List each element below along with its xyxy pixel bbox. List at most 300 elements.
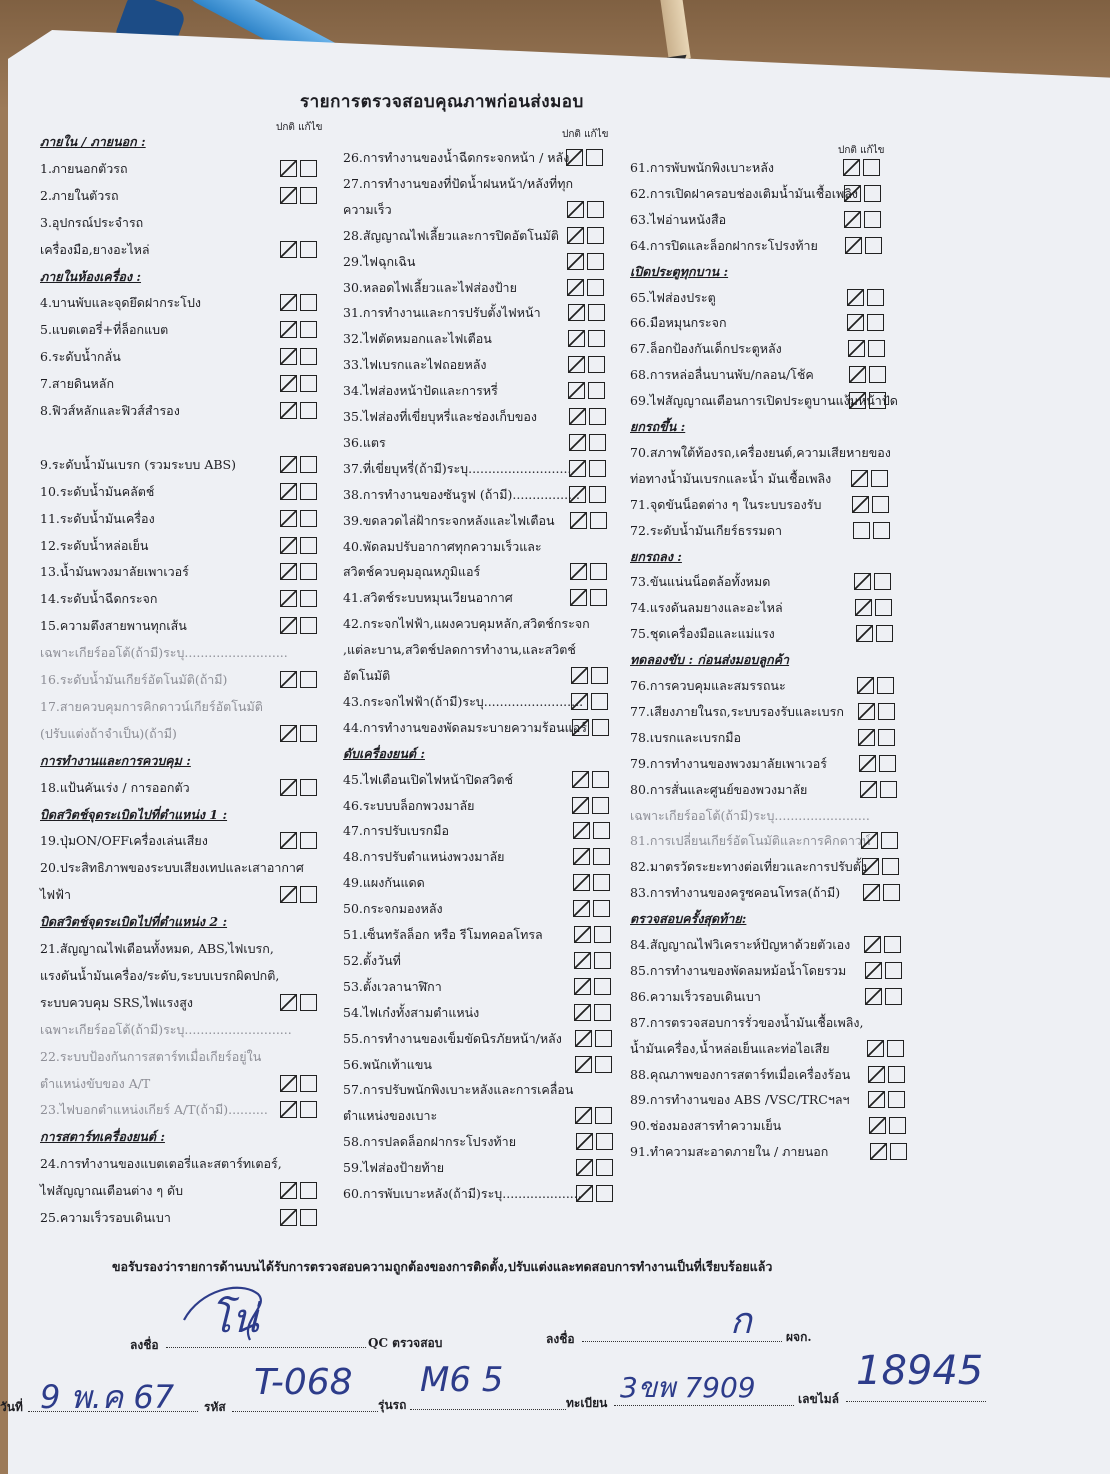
checkbox-normal[interactable]: [280, 725, 297, 742]
checkbox-normal[interactable]: [847, 314, 864, 331]
checkbox-normal[interactable]: [848, 340, 865, 357]
checkbox-fixed[interactable]: [873, 522, 890, 539]
checkbox-fixed[interactable]: [883, 884, 900, 901]
checkbox-normal[interactable]: [853, 522, 870, 539]
checkbox-fixed[interactable]: [300, 537, 317, 554]
checkbox-normal[interactable]: [568, 330, 585, 347]
checklist-item-label: 91.ทำความสะอาดภายใน / ภายนอก: [630, 1144, 829, 1160]
checkbox-normal[interactable]: [280, 994, 297, 1011]
checkbox-normal[interactable]: [849, 366, 866, 383]
checkbox-fixed[interactable]: [595, 1030, 612, 1047]
checkbox-normal[interactable]: [280, 241, 297, 258]
checklist-item-label: 81.การเปลี่ยนเกียร์อัตโนมัติและการคิกดาวน์: [630, 833, 871, 849]
checklist-item-label: 52.ตั้งวันที่: [343, 952, 401, 968]
checklist-item-label: 87.การตรวจสอบการรั่วของน้ำมันเชื้อเพลิง,: [630, 1014, 864, 1030]
checklist-item-label: 30.หลอดไฟเลี้ยวและไฟส่องป้าย: [343, 279, 517, 295]
checkbox-fixed[interactable]: [589, 408, 606, 425]
checkbox-normal[interactable]: [568, 356, 585, 373]
checkbox-fixed[interactable]: [871, 470, 888, 487]
checkbox-normal[interactable]: [575, 1030, 592, 1047]
section-heading: ยกรถขึ้น :: [630, 419, 686, 434]
checkbox-normal[interactable]: [571, 693, 588, 710]
checkbox-fixed[interactable]: [887, 1040, 904, 1057]
checkbox-normal[interactable]: [280, 537, 297, 554]
checklist-item-label: 17.สายควบคุมการคิกดาวน์เกียร์อัตโนมัติ: [40, 698, 263, 714]
checkbox-fixed[interactable]: [300, 483, 317, 500]
checklist-item-label: 70.สภาพใต้ท้องรถ,เครื่องยนต์,ความเสียหายของ: [630, 444, 891, 460]
checkbox-normal[interactable]: [576, 1185, 593, 1202]
checklist-item-label: 55.การทำงานของเข็มขัดนิรภัยหน้า/หลัง: [343, 1030, 562, 1046]
checkbox-normal[interactable]: [858, 703, 875, 720]
checklist-item-label: 32.ไฟตัดหมอกและไฟเตือน: [343, 331, 492, 347]
checkbox-fixed[interactable]: [588, 304, 605, 321]
checkbox-normal[interactable]: [861, 832, 878, 849]
checkbox-normal[interactable]: [569, 408, 586, 425]
model-line: [410, 1408, 566, 1410]
checkbox-normal[interactable]: [569, 460, 586, 477]
section-heading: การทำงานและการควบคุม :: [40, 752, 191, 768]
checkbox-normal[interactable]: [280, 294, 297, 311]
checklist-item-label: 7.สายดินหลัก: [40, 376, 115, 392]
checklist-item-label: 31.การทำงานและการปรับตั้งไฟหน้า: [343, 305, 541, 321]
checkbox-normal[interactable]: [568, 304, 585, 321]
checkbox-normal[interactable]: [849, 392, 866, 409]
checkbox-fixed[interactable]: [591, 693, 608, 710]
checklist-item-label: 11.ระดับน้ำมันเครื่อง: [40, 510, 155, 526]
checklist-item-label: 53.ตั้งเวลานาฬิกา: [343, 978, 442, 994]
checkbox-fixed[interactable]: [889, 1117, 906, 1134]
checklist-item-label: 69.ไฟสัญญาณเตือนการเปิดประตูบานแง้มหน้าปัด: [630, 393, 898, 409]
checklist-item-label: 36.แตร: [343, 434, 386, 450]
checkbox-fixed[interactable]: [867, 314, 884, 331]
checklist-item-label: น้ำมันเครื่อง,น้ำหล่อเย็นและท่อไอเสีย: [630, 1040, 830, 1056]
checklist-item-label: 62.การเปิดฝาครอบช่องเติมน้ำมันเชื้อเพลิง: [630, 185, 858, 201]
checkbox-normal[interactable]: [856, 625, 873, 642]
code-label: รหัส: [204, 1400, 226, 1414]
checkbox-normal[interactable]: [570, 512, 587, 529]
checkbox-fixed[interactable]: [594, 1004, 611, 1021]
code-line: [232, 1410, 378, 1412]
checklist-item-label: 88.คุณภาพของการสตาร์ทเมื่อเครื่องร้อน: [630, 1066, 851, 1082]
checkbox-normal[interactable]: [869, 1117, 886, 1134]
checkbox-normal[interactable]: [280, 590, 297, 607]
checkbox-fixed[interactable]: [890, 1143, 907, 1160]
checklist-item-label: 86.ความเร็วรอบเดินเบา: [630, 988, 761, 1004]
checklist-item-label: 22.ระบบป้องกันการสตาร์ทเมื่อเกียร์อยู่ใน: [40, 1048, 262, 1064]
checkbox-fixed[interactable]: [300, 241, 317, 258]
checklist-item-label: 54.ไฟเก๋งทั้งสามตำแหน่ง: [343, 1004, 480, 1020]
checkbox-fixed[interactable]: [594, 952, 611, 969]
checklist-item-label: 33.ไฟเบรกและไฟถอยหลัง: [343, 357, 487, 373]
checklist-item-label: 76.การควบคุมและสมรรถนะ: [630, 678, 786, 693]
checkbox-normal[interactable]: [571, 667, 588, 684]
checkbox-fixed[interactable]: [596, 1159, 613, 1176]
checkbox-fixed[interactable]: [876, 625, 893, 642]
mileage-line: [846, 1400, 986, 1402]
checkbox-fixed[interactable]: [590, 589, 607, 606]
checkbox-normal[interactable]: [576, 1133, 593, 1150]
checkbox-fixed[interactable]: [300, 590, 317, 607]
checklist-item-label: ไฟสัญญาณเตือนต่าง ๆ ดับ: [40, 1183, 184, 1199]
checklist-item-label: 44.การทำงานของพัดลมระบายความร้อนแอร์: [343, 719, 587, 735]
checklist-item-label: 89.การทำงานของ ABS /VSC/TRCฯลฯ: [630, 1092, 850, 1108]
checklist-item-label: 78.เบรกและเบรกมือ: [630, 729, 742, 745]
checklist-item-label: 12.ระดับน้ำหล่อเย็น: [40, 537, 149, 553]
checkbox-normal[interactable]: [844, 185, 861, 202]
checkbox-normal[interactable]: [574, 978, 591, 995]
checkbox-normal[interactable]: [573, 848, 590, 865]
checkbox-normal[interactable]: [574, 926, 591, 943]
checklist-item-label: 13.น้ำมันพวงมาลัยเพาเวอร์: [40, 564, 189, 580]
checklist-item-label: 10.ระดับน้ำมันคลัตช์: [40, 483, 155, 499]
checkbox-normal[interactable]: [576, 1159, 593, 1176]
checkbox-fixed[interactable]: [589, 434, 606, 451]
checkbox-fixed[interactable]: [300, 348, 317, 365]
checklist-item-label: 27.การทำงานของที่ปัดน้ำฝนหน้า/หลังที่ทุก: [343, 175, 574, 191]
checklist-item-label: 63.ไฟอ่านหนังสือ: [630, 211, 727, 227]
checklist-item-label: 14.ระดับน้ำฉีดกระจก: [40, 591, 158, 607]
checkbox-fixed[interactable]: [300, 563, 317, 580]
qc-signature: โน่: [210, 1296, 259, 1342]
checkbox-normal[interactable]: [843, 159, 860, 176]
checkbox-normal[interactable]: [859, 755, 876, 772]
checkbox-normal[interactable]: [855, 599, 872, 616]
manager-signature: ก: [730, 1301, 752, 1342]
checkbox-normal[interactable]: [280, 1075, 297, 1092]
checklist-item-label: 42.กระจกไฟฟ้า,แผงควบคุมหลัก,สวิตช์กระจก: [343, 616, 590, 632]
checkbox-normal[interactable]: [852, 496, 869, 513]
checkbox-fixed[interactable]: [300, 375, 317, 392]
checkbox-fixed[interactable]: [874, 573, 891, 590]
checklist-item-label: 4.บานพับและจุดยึดฝากระโปง: [40, 295, 202, 311]
checkbox-fixed[interactable]: [591, 667, 608, 684]
checkbox-fixed[interactable]: [300, 1101, 317, 1118]
checklist-item-label: 48.การปรับตำแหน่งพวงมาลัย: [343, 849, 505, 865]
checklist-item-label: 37.ที่เขี่ยบุหรี่(ถ้ามี)ระบุ...........................: [343, 460, 576, 476]
checkbox-normal[interactable]: [280, 832, 297, 849]
checkbox-fixed[interactable]: [592, 771, 609, 788]
checklist-item-label: 38.การทำงานของซันรูฟ (ถ้ามี).................: [343, 486, 580, 502]
checkbox-normal[interactable]: [857, 677, 874, 694]
checkbox-fixed[interactable]: [872, 496, 889, 513]
checkbox-fixed[interactable]: [300, 725, 317, 742]
checklist-item-label: 20.ประสิทธิภาพของระบบเสียงเทปและเสาอากาศ: [40, 860, 304, 876]
checklist-item-label: 19.ปุ่มON/OFFเครื่องเล่นเสียง: [40, 833, 208, 849]
checkbox-normal[interactable]: [280, 160, 297, 177]
checkbox-fixed[interactable]: [865, 237, 882, 254]
checkbox-fixed[interactable]: [300, 1075, 317, 1092]
checklist-item-label: 21.สัญญาณไฟเตือนทั้งหมด, ABS,ไฟเบรก,: [40, 941, 274, 956]
sign-label-right: ลงชื่อ: [546, 1332, 575, 1346]
checkbox-fixed[interactable]: [879, 755, 896, 772]
checkbox-normal[interactable]: [570, 589, 587, 606]
checklist-item-label: 43.กระจกไฟฟ้า(ถ้ามี)ระบุ.........................: [343, 693, 584, 709]
checkbox-normal[interactable]: [569, 434, 586, 451]
checkbox-normal[interactable]: [844, 211, 861, 228]
checkbox-fixed[interactable]: [595, 1056, 612, 1073]
checkbox-normal[interactable]: [572, 797, 589, 814]
checklist-item-label: 50.กระจกมองหลัง: [343, 901, 443, 917]
checklist-item-label: 23.ไฟบอกตำแหน่งเกียร์ A/T(ถ้ามี)..........: [40, 1102, 268, 1118]
checkbox-fixed[interactable]: [300, 402, 317, 419]
checklist-item-label: 41.สวิตช์ระบบหมุนเวียนอากาศ: [343, 590, 513, 606]
checkbox-normal[interactable]: [280, 510, 297, 527]
checklist-item-label: 45.ไฟเตือนเปิดไฟหน้าปิดสวิตช์: [343, 771, 514, 787]
checkbox-fixed[interactable]: [593, 848, 610, 865]
model-label: รุ่นรถ: [378, 1398, 407, 1412]
checkbox-fixed[interactable]: [300, 294, 317, 311]
checklist-item-label: ท่อทางน้ำมันเบรกและน้ำ มันเชื้อเพลิง: [630, 470, 832, 486]
checkbox-normal[interactable]: [280, 563, 297, 580]
checkbox-normal[interactable]: [860, 781, 877, 798]
checkbox-normal[interactable]: [280, 321, 297, 338]
checklist-item-label: เฉพาะเกียร์ออโต้(ถ้ามี)ระบุ........................: [630, 807, 870, 823]
checkbox-fixed[interactable]: [867, 289, 884, 306]
checkbox-normal[interactable]: [870, 1143, 887, 1160]
checklist-item-label: 58.การปลดล็อกฝากระโปรงท้าย: [343, 1134, 517, 1150]
checklist-item-label: เครื่องมือ,ยางอะไหล่: [40, 241, 150, 257]
manager-label: ผจก.: [786, 1330, 812, 1344]
checklist-item-label: 68.การหล่อลื่นบานพับ/กลอน/โช้ค: [630, 367, 814, 383]
checkbox-normal[interactable]: [280, 483, 297, 500]
checkbox-fixed[interactable]: [589, 460, 606, 477]
checkbox-normal[interactable]: [847, 289, 864, 306]
checkbox-normal[interactable]: [570, 563, 587, 580]
checkbox-normal[interactable]: [280, 1101, 297, 1118]
checkbox-normal[interactable]: [567, 227, 584, 244]
checkbox-fixed[interactable]: [300, 886, 317, 903]
section-heading: ดับเครื่องยนต์ :: [343, 745, 425, 761]
checklist-item-label: 16.ระดับน้ำมันเกียร์อัตโนมัติ(ถ้ามี): [40, 672, 228, 687]
checkbox-normal[interactable]: [280, 671, 297, 688]
checkbox-fixed[interactable]: [300, 617, 317, 634]
checklist-item-label: 24.การทำงานของแบตเตอรี่และสตาร์ทเตอร์,: [40, 1156, 282, 1172]
checkbox-normal[interactable]: [573, 900, 590, 917]
checklist-item-label: 75.ชุดเครื่องมือและแม่แรง: [630, 626, 775, 642]
checkbox-normal[interactable]: [575, 1107, 592, 1124]
form-title: รายการตรวจสอบคุณภาพก่อนส่งมอบ: [300, 92, 584, 112]
checkbox-fixed[interactable]: [882, 858, 899, 875]
checklist-item-label: 40.พัดลมปรับอากาศทุกความเร็วและ: [343, 538, 542, 554]
checkbox-fixed[interactable]: [300, 160, 317, 177]
sign-line-right: [582, 1340, 782, 1342]
checkbox-fixed[interactable]: [881, 832, 898, 849]
checklist-item-label: เฉพาะเกียร์ออโต้(ถ้ามี)ระบุ...........................: [40, 1021, 292, 1037]
handwritten-model: M6 5: [420, 1360, 504, 1400]
checklist-item-label: 77.เสียงภายในรถ,ระบบรองรับและเบรก: [630, 703, 844, 719]
checklist-item-label: 6.ระดับน้ำกลั่น: [40, 349, 121, 365]
checkbox-fixed[interactable]: [875, 599, 892, 616]
checkbox-fixed[interactable]: [596, 1133, 613, 1150]
checklist-item-label: (ปรับแต่งถ้าจำเป็น)(ถ้ามี): [40, 725, 177, 741]
checklist-item-label: 56.พนักเท้าแขน: [343, 1056, 432, 1072]
checkbox-fixed[interactable]: [588, 382, 605, 399]
col3-header: ปกติ แก้ไข: [838, 145, 885, 156]
section-heading: การสตาร์ทเครื่องยนต์ :: [40, 1129, 165, 1145]
section-heading: ทดลองขับ : ก่อนส่งมอบลูกค้า: [630, 652, 790, 668]
checkbox-fixed[interactable]: [300, 187, 317, 204]
checklist-item-label: ,แต่ละบาน,สวิตช์ปลดการทำงาน,และสวิตช์: [343, 642, 576, 658]
checkbox-fixed[interactable]: [586, 149, 603, 166]
checkbox-fixed[interactable]: [869, 392, 886, 409]
checkbox-fixed[interactable]: [300, 1209, 317, 1226]
checkbox-normal[interactable]: [568, 382, 585, 399]
checklist-item-label: สวิตช์ควบคุมอุณหภูมิแอร์: [343, 564, 481, 580]
checkbox-fixed[interactable]: [593, 874, 610, 891]
checkbox-fixed[interactable]: [877, 677, 894, 694]
checkbox-fixed[interactable]: [300, 994, 317, 1011]
checklist-item-label: 82.มาตรวัดระยะทางต่อเที่ยวและการปรับตั้ง: [630, 859, 867, 875]
checklist-item-label: ตำแหน่งของเบาะ: [343, 1108, 438, 1124]
checkbox-normal[interactable]: [851, 470, 868, 487]
checklist-item-label: 28.สัญญาณไฟเลี้ยวและการปิดอัตโนมัติ: [343, 227, 559, 243]
checkbox-fixed[interactable]: [587, 227, 604, 244]
checkbox-fixed[interactable]: [590, 563, 607, 580]
col2-header: ปกติ แก้ไข: [562, 129, 609, 140]
checklist-item-label: ระบบควบคุม SRS,ไฟแรงสูง: [40, 994, 193, 1010]
checkbox-fixed[interactable]: [300, 510, 317, 527]
section-heading: บิดสวิตช์จุดระเบิดไปที่ตำแหน่ง 2 :: [40, 914, 228, 930]
checkbox-normal[interactable]: [280, 375, 297, 392]
checkbox-fixed[interactable]: [885, 988, 902, 1005]
checkbox-normal[interactable]: [569, 486, 586, 503]
checklist-item-label: 18.แป้นคันเร่ง / การออกตัว: [40, 779, 190, 795]
checklist-item-label: 2.ภายในตัวรถ: [40, 187, 119, 203]
checkbox-normal[interactable]: [862, 858, 879, 875]
checkbox-normal[interactable]: [280, 1209, 297, 1226]
checkbox-fixed[interactable]: [587, 253, 604, 270]
checkbox-fixed[interactable]: [592, 797, 609, 814]
checkbox-normal[interactable]: [280, 402, 297, 419]
checkbox-normal[interactable]: [845, 237, 862, 254]
checkbox-fixed[interactable]: [300, 321, 317, 338]
checkbox-fixed[interactable]: [594, 978, 611, 995]
checklist-item-label: 60.การพับเบาะหลัง(ถ้ามี)ระบุ....................: [343, 1186, 582, 1201]
checkbox-fixed[interactable]: [880, 781, 897, 798]
section-heading: ยกรถลง :: [630, 548, 682, 564]
checklist-item-label: 35.ไฟส่องที่เขี่ยบุหรี่และช่องเก็บของ: [343, 409, 537, 424]
section-heading: เปิดประตูทุกบาน :: [630, 263, 729, 279]
checkbox-normal[interactable]: [566, 149, 583, 166]
checkbox-normal[interactable]: [280, 886, 297, 903]
checkbox-fixed[interactable]: [587, 279, 604, 296]
checklist-item-label: ไฟฟ้า: [40, 887, 72, 903]
checkbox-normal[interactable]: [280, 1182, 297, 1199]
checklist-item-label: 61.การพับพนักพิงเบาะหลัง: [630, 160, 774, 175]
checkbox-normal[interactable]: [858, 729, 875, 746]
checkbox-normal[interactable]: [575, 1056, 592, 1073]
checkbox-normal[interactable]: [854, 573, 871, 590]
checkbox-normal[interactable]: [573, 874, 590, 891]
checkbox-fixed[interactable]: [595, 1107, 612, 1124]
checkbox-normal[interactable]: [863, 884, 880, 901]
checkbox-fixed[interactable]: [590, 512, 607, 529]
checkbox-fixed[interactable]: [869, 366, 886, 383]
checkbox-fixed[interactable]: [596, 1185, 613, 1202]
checkbox-normal[interactable]: [280, 617, 297, 634]
checkbox-fixed[interactable]: [878, 729, 895, 746]
section-heading: ตรวจสอบครั้งสุดท้าย:: [630, 911, 747, 927]
checkbox-fixed[interactable]: [864, 185, 881, 202]
checklist-item-label: 59.ไฟส่องป้ายท้าย: [343, 1160, 445, 1176]
checkbox-normal[interactable]: [572, 771, 589, 788]
checkbox-normal[interactable]: [567, 201, 584, 218]
checkbox-normal[interactable]: [573, 822, 590, 839]
checklist-item-label: 84.สัญญาณไฟวิเคราะห์ปัญหาด้วยตัวเอง: [630, 937, 851, 952]
checkbox-fixed[interactable]: [300, 832, 317, 849]
checkbox-fixed[interactable]: [300, 456, 317, 473]
checkbox-normal[interactable]: [574, 952, 591, 969]
checklist-item-label: 34.ไฟส่องหน้าปัดและการหรี่: [343, 383, 498, 399]
checklist-item-label: 66.มือหมุนกระจก: [630, 315, 727, 331]
checkbox-fixed[interactable]: [588, 330, 605, 347]
checkbox-fixed[interactable]: [588, 356, 605, 373]
checkbox-fixed[interactable]: [300, 1182, 317, 1199]
checkbox-fixed[interactable]: [589, 486, 606, 503]
checklist-item-label: 8.ฟิวส์หลักและฟิวส์สำรอง: [40, 403, 180, 418]
checklist-item-label: ความเร็ว: [343, 201, 392, 217]
checkbox-normal[interactable]: [572, 719, 589, 736]
checkbox-fixed[interactable]: [593, 822, 610, 839]
qc-signature-stroke: [180, 1280, 290, 1350]
checkbox-normal[interactable]: [567, 253, 584, 270]
checkbox-fixed[interactable]: [592, 719, 609, 736]
checklist-item-label: 1.ภายนอกตัวรถ: [40, 160, 128, 176]
checklist-item-label: 85.การทำงานของพัดลมหม้อน้ำโดยรวม: [630, 962, 847, 978]
checkbox-normal[interactable]: [868, 1066, 885, 1083]
checkbox-fixed[interactable]: [888, 1066, 905, 1083]
checkbox-normal[interactable]: [574, 1004, 591, 1021]
qc-label: QC ตรวจสอบ: [368, 1336, 443, 1350]
checkbox-fixed[interactable]: [594, 926, 611, 943]
checkbox-fixed[interactable]: [868, 340, 885, 357]
checkbox-normal[interactable]: [567, 279, 584, 296]
checkbox-normal[interactable]: [865, 962, 882, 979]
checkbox-fixed[interactable]: [863, 159, 880, 176]
checkbox-fixed[interactable]: [300, 671, 317, 688]
checklist-item-label: อัตโนมัติ: [343, 668, 391, 683]
checkbox-fixed[interactable]: [885, 962, 902, 979]
checkbox-normal[interactable]: [865, 988, 882, 1005]
checklist-item-label: 39.ขดลวดไล่ฝ้ากระจกหลังและไฟเตือน: [343, 512, 555, 528]
checkbox-fixed[interactable]: [300, 779, 317, 796]
checkbox-normal[interactable]: [280, 456, 297, 473]
checkbox-normal[interactable]: [864, 936, 881, 953]
checkbox-fixed[interactable]: [878, 703, 895, 720]
section-heading: ภายใน / ภายนอก :: [40, 134, 146, 149]
date-label: วันที่: [0, 1400, 23, 1414]
checkbox-normal[interactable]: [280, 348, 297, 365]
checkbox-fixed[interactable]: [864, 211, 881, 228]
checkbox-fixed[interactable]: [888, 1091, 905, 1108]
sign-label-left: ลงชื่อ: [130, 1338, 159, 1352]
checkbox-normal[interactable]: [280, 779, 297, 796]
checkbox-fixed[interactable]: [884, 936, 901, 953]
checkbox-normal[interactable]: [868, 1091, 885, 1108]
checklist-item-label: 71.จุดขันน็อตต่าง ๆ ในระบบรองรับ: [630, 496, 822, 512]
checkbox-normal[interactable]: [867, 1040, 884, 1057]
section-heading: บิดสวิตช์จุดระเบิดไปที่ตำแหน่ง 1 :: [40, 806, 228, 822]
checklist-item-label: 5.แบตเตอรี่+ที่ล็อกแบต: [40, 322, 169, 338]
checkbox-fixed[interactable]: [593, 900, 610, 917]
col1-header: ปกติ แก้ไข: [276, 122, 323, 133]
checklist-item-label: 3.อุปกรณ์ประจำรถ: [40, 214, 144, 230]
checklist-item-label: 64.การปิดและล็อกฝากระโปรงท้าย: [630, 237, 818, 253]
checklist-item-label: 49.แผงกันแดด: [343, 875, 425, 891]
checklist-item-label: 26.การทำงานของน้ำฉีดกระจกหน้า / หลัง: [343, 150, 570, 165]
checkbox-normal[interactable]: [280, 187, 297, 204]
checkbox-fixed[interactable]: [587, 201, 604, 218]
